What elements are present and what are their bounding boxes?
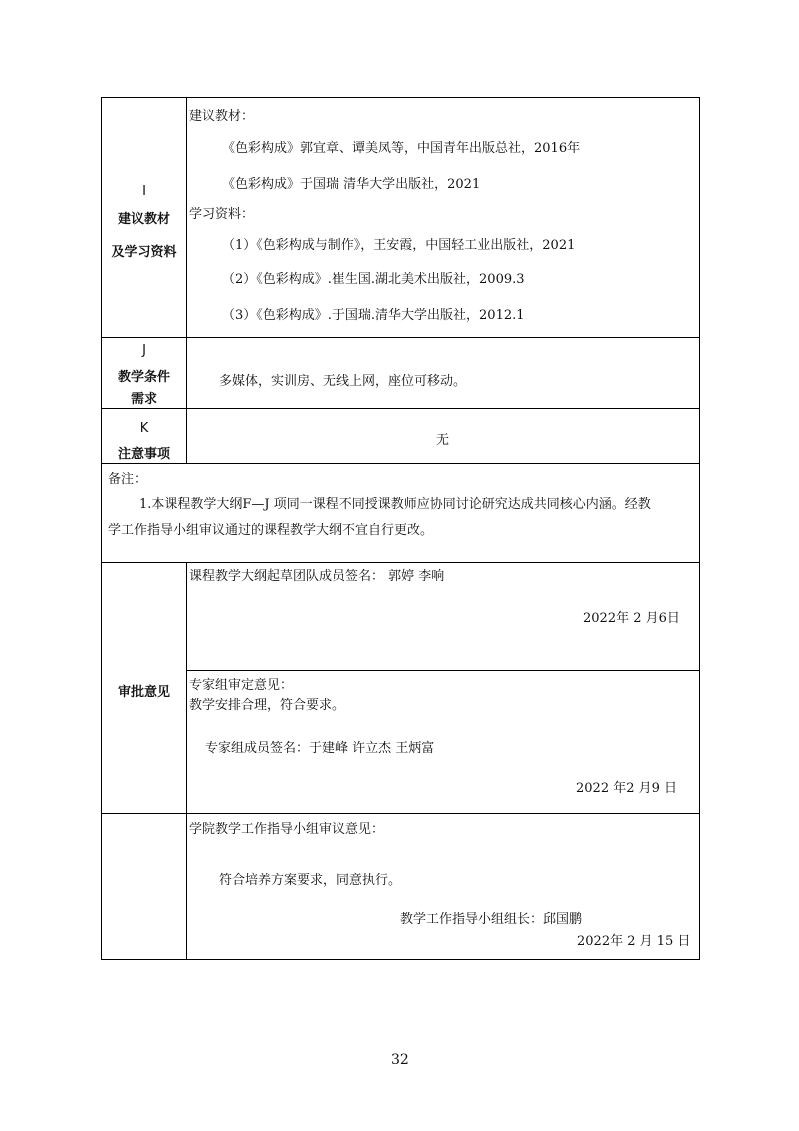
- notes-line-1: 1.本课程教学大纲F—J 项同一课程不同授课教师应协同讨论研究达成共同核心内涵。经教: [139, 497, 651, 512]
- college-group-opinion: 符合培养方案要求，同意执行。: [219, 873, 402, 888]
- section-j-content: 多媒体，实训房、无线上网，座位可移动。: [219, 374, 467, 389]
- textbook-heading: 建议教材：: [189, 109, 255, 124]
- material-item-2: （2）《色彩构成》.崔生国.湖北美术出版社，2009.3: [222, 272, 525, 287]
- section-i-letter: I: [142, 184, 146, 199]
- materials-heading: 学习资料：: [189, 207, 255, 222]
- section-j-letter: J: [142, 343, 146, 358]
- approval-divider-1: [186, 670, 700, 671]
- section-j-label-line1: 教学条件: [117, 370, 170, 385]
- page-number: 32: [391, 1052, 409, 1068]
- label-column-divider-bottom: [186, 562, 187, 960]
- college-group-leader: 教学工作指导小组组长：邱国鹏: [400, 912, 583, 927]
- drafting-team-signatures: 课程教学大纲起草团队成员签名： 郭婷 李响: [189, 569, 445, 584]
- approval-label: 审批意见: [117, 685, 170, 700]
- notes-line-2: 学工作指导小组审议通过的课程教学大纲不宜自行更改。: [108, 523, 434, 538]
- table-border-top: [101, 97, 700, 98]
- material-item-1: （1）《色彩构成与制作》，王安霞，中国轻工业出版社，2021: [222, 238, 576, 253]
- section-i-label-line2: 及学习资料: [111, 245, 177, 260]
- section-k-letter: K: [139, 421, 149, 436]
- notes-heading: 备注：: [108, 472, 148, 487]
- material-item-3: （3）《色彩构成》.于国瑞.清华大学出版社，2012.1: [222, 308, 525, 323]
- section-k-label: 注意事项: [117, 447, 170, 462]
- textbook-item-2: 《色彩构成》于国瑞 清华大学出版社，2021: [222, 177, 481, 192]
- table-border-right: [699, 97, 700, 960]
- table-border-bottom: [101, 959, 700, 960]
- row-divider-notes-approval: [101, 562, 700, 563]
- row-divider-jk: [101, 408, 700, 409]
- section-k-content: 无: [436, 433, 450, 448]
- label-column-divider-top: [186, 97, 187, 464]
- drafting-team-date: 2022年 2 月6日: [583, 611, 680, 626]
- approval-divider-2: [101, 813, 700, 814]
- row-divider-ij: [101, 337, 700, 338]
- expert-group-heading: 专家组审定意见：: [189, 678, 294, 693]
- section-j-label-line2: 需求: [130, 392, 157, 407]
- section-i-label-line1: 建议教材: [117, 212, 170, 227]
- row-divider-k-notes: [101, 463, 700, 464]
- expert-group-signatures: 专家组成员签名：于建峰 许立杰 王炳富: [205, 741, 435, 756]
- textbook-item-1: 《色彩构成》郭宜章、谭美凤等，中国青年出版总社，2016年: [222, 141, 581, 156]
- expert-group-date: 2022 年2 月9 日: [576, 781, 678, 796]
- expert-group-opinion: 教学安排合理，符合要求。: [189, 698, 346, 713]
- college-group-heading: 学院教学工作指导小组审议意见：: [189, 822, 385, 837]
- college-group-date: 2022年 2 月 15 日: [577, 934, 691, 949]
